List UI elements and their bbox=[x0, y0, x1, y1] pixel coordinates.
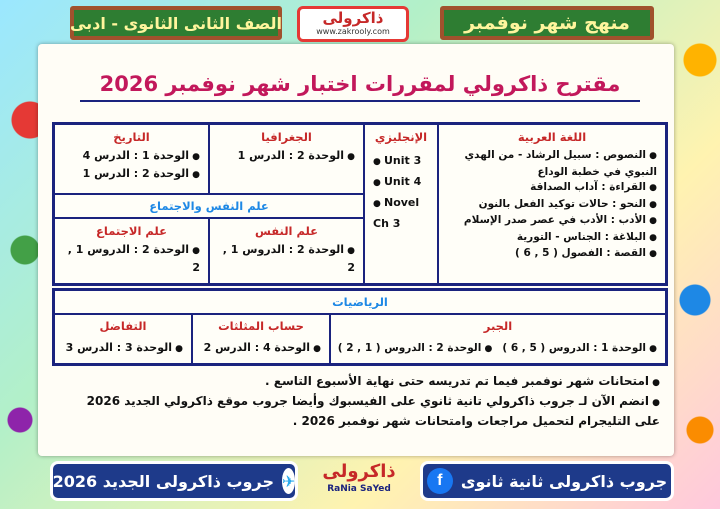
list-item: ● الوحدة 2 : الدروس 1 , 2 bbox=[59, 242, 200, 276]
english-heading: الإنجليزي bbox=[374, 130, 428, 144]
english-list bbox=[365, 145, 437, 234]
list-item: ● الوحدة 2 : الدرس 1 bbox=[59, 166, 200, 184]
logo-url: www.zakrooly.com bbox=[316, 27, 390, 36]
note-join-cont: على التليجرام لتحميل مراجعات وامتحانات شهر نوفمبر 2026 . bbox=[292, 414, 660, 428]
sociology-list bbox=[55, 239, 208, 276]
telegram-group-button[interactable] bbox=[50, 461, 298, 501]
psych-social-heading: علم النفس والاجتماع bbox=[149, 199, 269, 213]
history-list bbox=[55, 145, 208, 183]
algebra-heading: الجبر bbox=[483, 319, 513, 333]
footer-logo-sub: RaNia SaYed bbox=[327, 484, 391, 494]
psychology-list bbox=[210, 239, 363, 276]
facebook-group-button[interactable] bbox=[420, 461, 674, 501]
list-item: ● النحو : حالات توكيد الفعل بالنون bbox=[443, 197, 657, 214]
header-board-month: منهج شهر نوفمبر bbox=[440, 6, 654, 40]
list-item: ● Novel Ch 3 bbox=[373, 193, 435, 234]
header-board-grade: الصف الثانى الثانوى - ادبى bbox=[70, 6, 282, 40]
notes bbox=[70, 372, 660, 430]
note-exams: ● امتحانات شهر نوفمبر فيما تم تدريسه حتى نهاية الأسبوع التاسع . bbox=[70, 372, 660, 392]
list-item: ● النصوص : سبيل الرشاد - من الهدي النبوي في خطبة الوداع bbox=[443, 148, 657, 180]
list-item: ● الأدب : الأدب في عصر صدر الإسلام bbox=[443, 213, 657, 230]
math-heading: الرياضيات bbox=[332, 295, 388, 309]
title-underline bbox=[80, 100, 640, 102]
page-title: مقترح ذاكرولي لمقررات اختبار شهر نوفمبر 2026 bbox=[99, 72, 621, 96]
list-item: ● القصة : الفصول ( 5 , 6 ) bbox=[443, 246, 657, 263]
list-item: ● الوحدة 1 : الدرس 4 bbox=[59, 148, 200, 166]
psychology-heading: علم النفس bbox=[254, 224, 319, 238]
geography-heading: الجغرافيا bbox=[261, 130, 312, 144]
psych-social-cell bbox=[54, 194, 364, 218]
geography-list bbox=[210, 145, 363, 166]
list-item: ● الوحدة 1 : الدروس ( 5 , 6 ) bbox=[502, 340, 657, 358]
trig-heading: حساب المثلثات bbox=[218, 319, 304, 333]
sociology-cell bbox=[54, 218, 209, 284]
list-item: ● Unit 3 bbox=[373, 151, 435, 172]
sociology-heading: علم الاجتماع bbox=[96, 224, 167, 238]
arabic-cell bbox=[438, 124, 666, 284]
algebra-cell bbox=[330, 314, 666, 364]
trig-list bbox=[193, 334, 329, 358]
arabic-heading: اللغة العربية bbox=[517, 130, 587, 144]
math-table bbox=[52, 288, 668, 366]
calculus-cell bbox=[54, 314, 192, 364]
note-join: ● انضم الآن لـ جروب ذاكرولي تانية ثانوي على الفيسبوك وأيضا جروب موقع ذاكرولي الجديد 2026 bbox=[70, 392, 660, 412]
paper-plane-icon: ✈ bbox=[282, 468, 295, 494]
list-item: ● القراءة : آداب الصداقة bbox=[443, 180, 657, 197]
telegram-label: جروب ذاكرولى الجديد 2026 bbox=[52, 471, 274, 491]
trig-cell bbox=[192, 314, 330, 364]
facebook-f-icon: f bbox=[427, 468, 453, 494]
calculus-heading: التفاضل bbox=[99, 319, 147, 333]
geography-cell bbox=[209, 124, 364, 194]
subjects-table bbox=[52, 122, 668, 286]
history-heading: التاريخ bbox=[113, 130, 150, 144]
psychology-cell bbox=[209, 218, 364, 284]
footer-logo-text: ذاكرولى bbox=[322, 461, 396, 482]
english-cell bbox=[364, 124, 438, 284]
list-item: ● الوحدة 2 : الدرس 1 bbox=[214, 148, 355, 166]
algebra-list bbox=[331, 334, 665, 358]
header-logo bbox=[297, 6, 409, 42]
calculus-list bbox=[55, 334, 191, 358]
math-heading-cell bbox=[54, 290, 666, 314]
list-item: ● البلاغة : الجناس - التورية bbox=[443, 230, 657, 247]
list-item: ● الوحدة 3 : الدرس 3 bbox=[59, 340, 183, 358]
list-item: ● الوحدة 4 : الدرس 2 bbox=[197, 340, 321, 358]
list-item: ● الوحدة 2 : الدروس ( 1 , 2 ) bbox=[338, 340, 493, 358]
history-cell bbox=[54, 124, 209, 194]
facebook-label: جروب ذاكرولى ثانية ثانوى bbox=[460, 471, 668, 491]
list-item: ● الوحدة 2 : الدروس 1 , 2 bbox=[214, 242, 355, 276]
logo-text: ذاكرولى bbox=[322, 9, 384, 27]
footer-logo bbox=[316, 461, 402, 505]
list-item: ● Unit 4 bbox=[373, 172, 435, 193]
arabic-list bbox=[439, 145, 665, 263]
